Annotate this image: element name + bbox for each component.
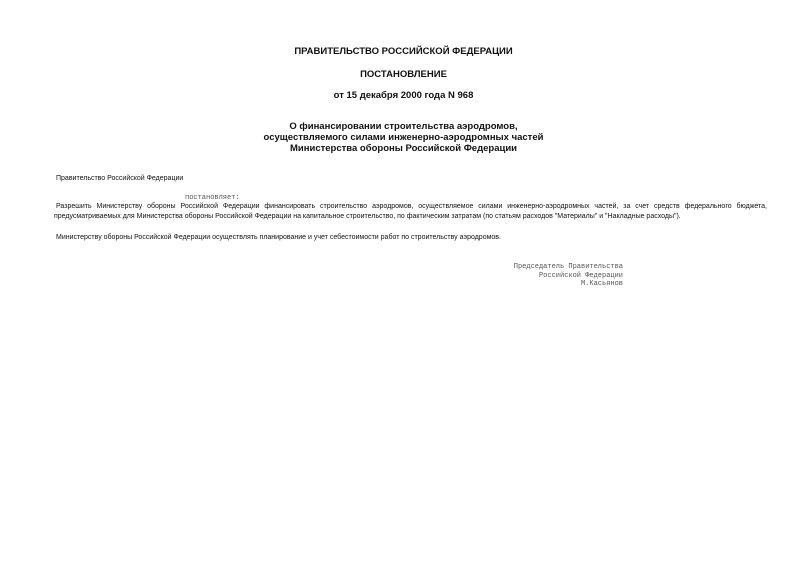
paragraph-financing-line-1: Разрешить Министерству обороны Российской Федерации финансировать строительство аэродромов, осуществляемое силами инженерно-аэродромных частей, за счет средств федерального бюджета, xyxy=(56,203,767,210)
paragraph-financing xyxy=(56,202,767,222)
document-type-heading: ПОСТАНОВЛЕНИЕ xyxy=(360,69,447,80)
title-line-1: О финансировании строительства аэродромов, xyxy=(289,121,518,132)
signature-position: Председатель Правительства xyxy=(513,263,623,271)
document-title xyxy=(0,121,807,154)
preamble-text: Правительство Российской Федерации xyxy=(56,175,184,182)
date-number-heading: от 15 декабря 2000 года N 968 xyxy=(333,90,474,101)
title-line-2: осуществляемого силами инженерно-аэродромных частей xyxy=(263,132,544,143)
paragraph-financing-line-2: предусматриваемых для Министерства обороны Российской Федерации на капитальное строительство, по фактическим затратам (по статьям расходов "Материалы" и "Накладные расходы"). xyxy=(54,213,681,220)
signature-organization: Российской Федерации xyxy=(538,271,623,280)
signature-name: М.Касьянов xyxy=(580,280,623,288)
resolves-text: постановляет: xyxy=(185,194,240,202)
signature-block xyxy=(514,263,623,289)
paragraph-planning: Министерству обороны Российской Федерации осуществлять планирование и учет себестоимости работ по строительству аэродромов. xyxy=(56,234,501,241)
title-line-3: Министерства обороны Российской Федерации xyxy=(289,143,518,154)
issuer-heading: ПРАВИТЕЛЬСТВО РОССИЙСКОЙ ФЕДЕРАЦИИ xyxy=(294,46,513,57)
